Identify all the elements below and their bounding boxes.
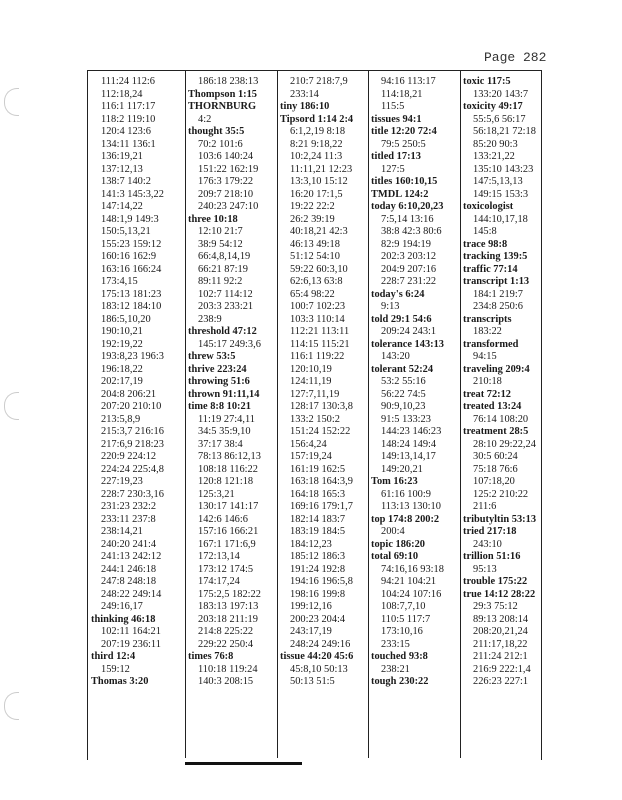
index-term: TMDL 124:2 [371,188,429,200]
page-reference: 172:13,14 [198,551,240,562]
page-reference: 161:19 162:5 [290,463,346,475]
page-reference: 74:16,16 93:18 [381,563,444,575]
page-reference: 51:12 54:10 [290,251,340,262]
page-reference: 100:7 102:23 [290,301,346,312]
page-reference: 118:2 119:10 [101,113,156,125]
page-reference: 141:3 145:3,22 [101,188,164,200]
page-reference: 200:4 [381,526,405,537]
page-reference: 233:15 [381,638,410,650]
page-reference: 112:21 113:11 [290,326,350,337]
page-reference: 149:15 153:3 [473,188,529,200]
page-reference: 4:2 [198,113,212,125]
page-reference: 213:5,8,9 [101,413,141,425]
page-reference: 228:7 231:22 [381,276,437,287]
index-term: time 8:8 10:21 [188,401,251,412]
page-reference: 240:20 241:4 [101,538,157,550]
page-reference: 149:20,21 [381,463,423,475]
page-reference: 202:17,19 [101,376,143,387]
page-reference: 114:15 115:21 [290,338,350,350]
page-reference: 46:13 49:18 [290,238,340,250]
page-reference: 28:10 29:22,24 [473,438,536,450]
page-reference: 159:12 [101,663,130,675]
page-reference: 95:13 [473,563,497,575]
page-reference: 215:3,7 216:16 [101,426,164,437]
page-reference: 185:12 186:3 [290,551,346,562]
index-term: true 14:12 28:22 [463,588,536,600]
index-term: treatment 28:5 [463,426,529,437]
page-reference: 82:9 194:19 [381,238,431,250]
page-reference: 199:12,16 [290,601,332,612]
page-reference: 175:2,5 182:22 [198,588,261,600]
index-term: Tom 16:23 [371,476,418,487]
page-reference: 183:13 197:13 [198,601,259,612]
page-reference: 203:18 211:19 [198,613,258,625]
page-reference: 204:9 207:16 [381,263,437,275]
page-reference: 183:22 [473,326,502,337]
page-reference: 184:12,23 [290,538,332,550]
page-reference: 113:13 130:10 [381,501,441,512]
page-reference: 66:21 87:19 [198,263,248,275]
index-term: toxic 117:5 [463,76,511,87]
page-reference: 249:16,17 [101,601,143,612]
page-reference: 137:12,13 [101,163,143,175]
page-reference: 211:17,18,22 [473,638,528,650]
page-reference: 233:11 237:8 [101,513,156,525]
page-reference: 150:5,13,21 [101,226,151,237]
index-term: tissue 44:20 45:6 [280,651,354,662]
index-term: today 6:10,20,23 [371,201,444,212]
page-reference: 128:17 130:3,8 [290,401,353,412]
page-reference: 78:13 86:12,13 [198,451,261,462]
index-term: trouble 175:22 [463,576,528,587]
index-term: Thompson 1:15 [188,88,258,100]
page-reference: 112:18,24 [101,88,143,100]
page-reference: 183:12 184:10 [101,301,162,312]
index-term: tracking 139:5 [463,251,528,262]
page-reference: 183:19 184:5 [290,526,346,537]
index-term: times 76:8 [188,651,234,662]
page-reference: 182:14 183:7 [290,513,346,525]
index-term: trillion 51:16 [463,551,521,562]
page-reference: 203:3 233:21 [198,301,254,312]
page-reference: 175:13 181:23 [101,288,162,300]
page-reference: 196:18,22 [101,363,143,375]
page-reference: 29:3 75:12 [473,601,518,612]
page-reference: 85:20 90:3 [473,138,518,150]
index-column-3 [280,76,366,756]
page-reference: 226:23 227:1 [473,676,529,687]
page-reference: 125:3,21 [198,488,235,500]
index-term: THORNBURG [188,101,257,112]
column-divider [185,70,186,758]
index-term: tissues 94:1 [371,113,422,125]
page-reference: 108:7,7,10 [381,601,426,612]
page-reference: 231:23 232:2 [101,501,157,512]
page-reference: 59:22 60:3,10 [290,263,348,275]
page-reference: 186:5,10,20 [101,313,151,325]
page-reference: 91:5 133:23 [381,413,431,425]
page-reference: 66:4,8,14,19 [198,251,251,262]
page-reference: 157:19,24 [290,451,332,462]
page-reference: 208:20,21,24 [473,626,528,637]
page-reference: 103:3 110:14 [290,313,345,325]
index-term: thrown 91:11,14 [188,388,260,400]
page-reference: 53:2 55:16 [381,376,426,387]
page-reference: 192:19,22 [101,338,143,350]
page-reference: 194:16 196:5,8 [290,576,353,587]
page-reference: 94:16 113:17 [381,76,436,87]
page-reference: 56:22 74:5 [381,388,426,400]
page-reference: 125:2 210:22 [473,488,529,500]
page-reference: 174:17,24 [198,576,240,587]
index-term: transcript 1:13 [463,276,530,287]
page-reference: 102:7 114:12 [198,288,253,300]
index-term: thrive 223:24 [188,363,247,375]
index-term: transcripts [463,313,512,325]
index-term: threw 53:5 [188,351,236,362]
page-reference: 210:18 [473,376,502,387]
page-reference: 169:16 179:1,7 [290,501,353,512]
page-reference: 148:1,9 149:3 [101,213,159,225]
index-term: tried 217:18 [463,526,517,537]
index-term: title 12:20 72:4 [371,126,437,137]
page-reference: 238:14,21 [101,526,143,537]
page-reference: 37:17 38:4 [198,438,243,450]
index-term: treated 13:24 [463,401,522,412]
page-reference: 50:13 51:5 [290,676,335,687]
index-term: treat 72:12 [463,388,511,400]
page-reference: 200:23 204:4 [290,613,346,625]
index-term: threshold 47:12 [188,326,257,337]
page-reference: 144:23 146:23 [381,426,442,437]
index-term: transformed [463,338,519,350]
page-reference: 227:19,23 [101,476,143,487]
page-reference: 207:19 236:11 [101,638,161,650]
page-reference: 7:5,14 13:16 [381,213,434,225]
index-term: traffic 77:14 [463,263,518,275]
page-reference: 94:21 104:21 [381,576,437,587]
page-reference: 136:19,21 [101,151,143,162]
page-reference: 156:4,24 [290,438,327,450]
page-reference: 38:9 54:12 [198,238,243,250]
page-reference: 176:3 179:22 [198,176,254,187]
page-reference: 133:21,22 [473,151,515,162]
page-reference: 120:8 121:18 [198,476,254,487]
page-reference: 220:9 224:12 [101,451,157,462]
index-term: tolerant 52:24 [371,363,434,375]
page-reference: 124:11,19 [290,376,332,387]
index-term: total 69:10 [371,551,419,562]
page-reference: 134:11 136:1 [101,138,156,150]
binder-hole [4,88,19,116]
page-reference: 116:1 117:17 [101,101,156,112]
page-reference: 155:23 159:12 [101,238,162,250]
page-reference: 238:9 [198,313,222,325]
page-reference: 145:17 249:3,6 [198,338,261,350]
page-reference: 102:11 164:21 [101,626,161,637]
page-reference: 115:5 [381,101,405,112]
page-reference: 110:18 119:24 [198,663,258,675]
index-term: top 174:8 200:2 [371,513,440,525]
page-reference: 133:2 150:2 [290,413,340,425]
page-reference: 145:8 [473,226,497,237]
page-reference: 216:9 222:1,4 [473,663,531,675]
page-reference: 75:18 76:6 [473,463,518,475]
page-reference: 214:8 225:22 [198,626,254,637]
index-term: today's 6:24 [371,288,425,300]
page-reference: 62:6,13 63:8 [290,276,343,287]
index-term: Thomas 3:20 [91,676,149,687]
page-reference: 243:10 [473,538,502,550]
page-reference: 11:11,21 12:23 [290,163,353,175]
page-reference: 233:14 [290,88,319,100]
page-reference: 89:11 92:2 [198,276,243,287]
page-reference: 149:13,14,17 [381,451,436,462]
index-term: toxicity 49:17 [463,101,523,112]
page-reference: 202:3 203:12 [381,251,437,262]
index-term: told 29:1 54:6 [371,313,432,325]
page-reference: 116:1 119:22 [290,351,345,362]
index-term: toxicologist [463,201,514,212]
index-term: tough 230:22 [371,676,429,687]
index-term: throwing 51:6 [188,376,250,387]
page-reference: 16:20 17:1,5 [290,188,343,200]
page-reference: 140:3 208:15 [198,676,254,687]
page-reference: 108:18 116:22 [198,463,258,475]
page-reference: 167:1 171:6,9 [198,538,256,550]
page-reference: 55:5,6 56:17 [473,113,526,125]
page-reference: 70:2 101:6 [198,138,243,150]
page-reference: 147:14,22 [101,201,143,212]
page-reference: 229:22 250:4 [198,638,254,650]
page-reference: 38:8 42:3 80:6 [381,226,442,237]
page-reference: 191:24 192:8 [290,563,346,575]
page-reference: 247:8 248:18 [101,576,157,587]
index-term: touched 93:8 [371,651,428,662]
page-reference: 61:16 100:9 [381,488,431,500]
page-reference: 240:23 247:10 [198,201,259,212]
page-reference: 248:22 249:14 [101,588,162,600]
page-number: Page 282 [484,50,547,65]
page-reference: 89:13 208:14 [473,613,529,625]
index-term: trace 98:8 [463,238,508,250]
index-term: tiny 186:10 [280,101,330,112]
page-reference: 204:8 206:21 [101,388,157,400]
page-reference: 238:21 [381,663,410,675]
page-reference: 217:6,9 218:23 [101,438,164,450]
page-reference: 151:22 162:19 [198,163,259,175]
page-reference: 173:12 174:5 [198,563,254,575]
page-reference: 94:15 [473,351,497,362]
index-column-5 [463,76,549,756]
index-term: third 12:4 [91,651,136,662]
page-reference: 147:5,13,13 [473,176,523,187]
page-reference: 228:7 230:3,16 [101,488,164,500]
page-reference: 144:10,17,18 [473,213,528,225]
page-reference: 207:20 210:10 [101,401,162,412]
page-reference: 248:24 249:16 [290,638,351,650]
bottom-rule [185,762,302,765]
page-reference: 143:20 [381,351,410,362]
page-reference: 211:6 [473,501,497,512]
page-reference: 164:18 165:3 [290,488,346,500]
page-reference: 26:2 39:19 [290,213,335,225]
index-column-1 [91,76,177,756]
page-reference: 151:24 152:22 [290,426,351,437]
page-reference: 111:24 112:6 [101,76,155,87]
index-column-4 [371,76,457,756]
index-term: tolerance 143:13 [371,338,444,350]
index-term: topic 186:20 [371,538,425,550]
page-reference: 6:1,2,19 8:18 [290,126,346,137]
page-reference: 56:18,21 72:18 [473,126,536,137]
page-reference: 19:22 22:2 [290,201,335,212]
page-reference: 34:5 35:9,10 [198,426,251,437]
page-reference: 198:16 199:8 [290,588,346,600]
page-reference: 130:17 141:17 [198,501,259,512]
page-reference: 209:24 243:1 [381,326,437,337]
page-reference: 186:18 238:13 [198,76,259,87]
page-reference: 163:16 166:24 [101,263,162,275]
page-reference: 79:5 250:5 [381,138,426,150]
page-reference: 157:16 166:21 [198,526,259,537]
index-term: three 10:18 [188,213,238,225]
page-reference: 211:24 212:1 [473,651,528,662]
index-term: titles 160:10,15 [371,176,438,187]
page-reference: 190:10,21 [101,326,143,337]
index-term: Tipsord 1:14 2:4 [280,113,354,125]
index-term: tributyltin 53:13 [463,513,537,525]
page-reference: 127:7,11,19 [290,388,340,400]
index-term: thinking 46:18 [91,613,156,625]
page-reference: 241:13 242:12 [101,551,162,562]
page-reference: 224:24 225:4,8 [101,463,164,475]
page-reference: 244:1 246:18 [101,563,157,575]
page-reference: 234:8 250:6 [473,301,523,312]
page-reference: 103:6 140:24 [198,151,254,162]
page-reference: 11:19 27:4,11 [198,413,255,425]
page-reference: 135:10 143:23 [473,163,534,175]
page-reference: 133:20 143:7 [473,88,529,100]
index-column-2 [188,76,274,756]
page-reference: 193:8,23 196:3 [101,351,164,362]
page-reference: 210:7 218:7,9 [290,76,348,87]
page-reference: 114:18,21 [381,88,423,100]
page-reference: 76:14 108:20 [473,413,529,425]
page-reference: 40:18,21 42:3 [290,226,348,237]
page-reference: 243:17,19 [290,626,332,637]
page-reference: 30:5 60:24 [473,451,518,462]
page-reference: 173:10,16 [381,626,423,637]
page-reference: 107:18,20 [473,476,515,487]
page-reference: 104:24 107:16 [381,588,442,600]
column-divider [460,70,461,758]
page-reference: 163:18 164:3,9 [290,476,353,487]
page-reference: 45:8,10 50:13 [290,663,348,675]
page-reference: 120:10,19 [290,363,332,375]
binder-hole [4,692,19,720]
page-reference: 127:5 [381,163,405,175]
page-reference: 8:21 9:18,22 [290,138,343,150]
page-reference: 148:24 149:4 [381,438,437,450]
page-reference: 142:6 146:6 [198,513,248,525]
index-term: thought 35:5 [188,126,245,137]
index-term: titled 17:13 [371,151,421,162]
page-reference: 138:7 140:2 [101,176,151,187]
page-reference: 65:4 98:22 [290,288,335,300]
page-reference: 12:10 21:7 [198,226,243,237]
page-reference: 160:16 162:9 [101,251,157,262]
page-reference: 90:9,10,23 [381,401,426,412]
page-reference: 120:4 123:6 [101,126,151,137]
page-reference: 9:13 [381,301,400,312]
page-reference: 209:7 218:10 [198,188,254,200]
binder-hole [4,392,19,420]
page-reference: 10:2,24 11:3 [290,151,343,162]
column-divider [277,70,278,758]
page-reference: 184:1 219:7 [473,288,523,300]
column-divider [368,70,369,758]
page-reference: 173:4,15 [101,276,138,287]
index-term: traveling 209:4 [463,363,530,375]
page-reference: 13:3,10 15:12 [290,176,348,187]
page-reference: 110:5 117:7 [381,613,431,625]
